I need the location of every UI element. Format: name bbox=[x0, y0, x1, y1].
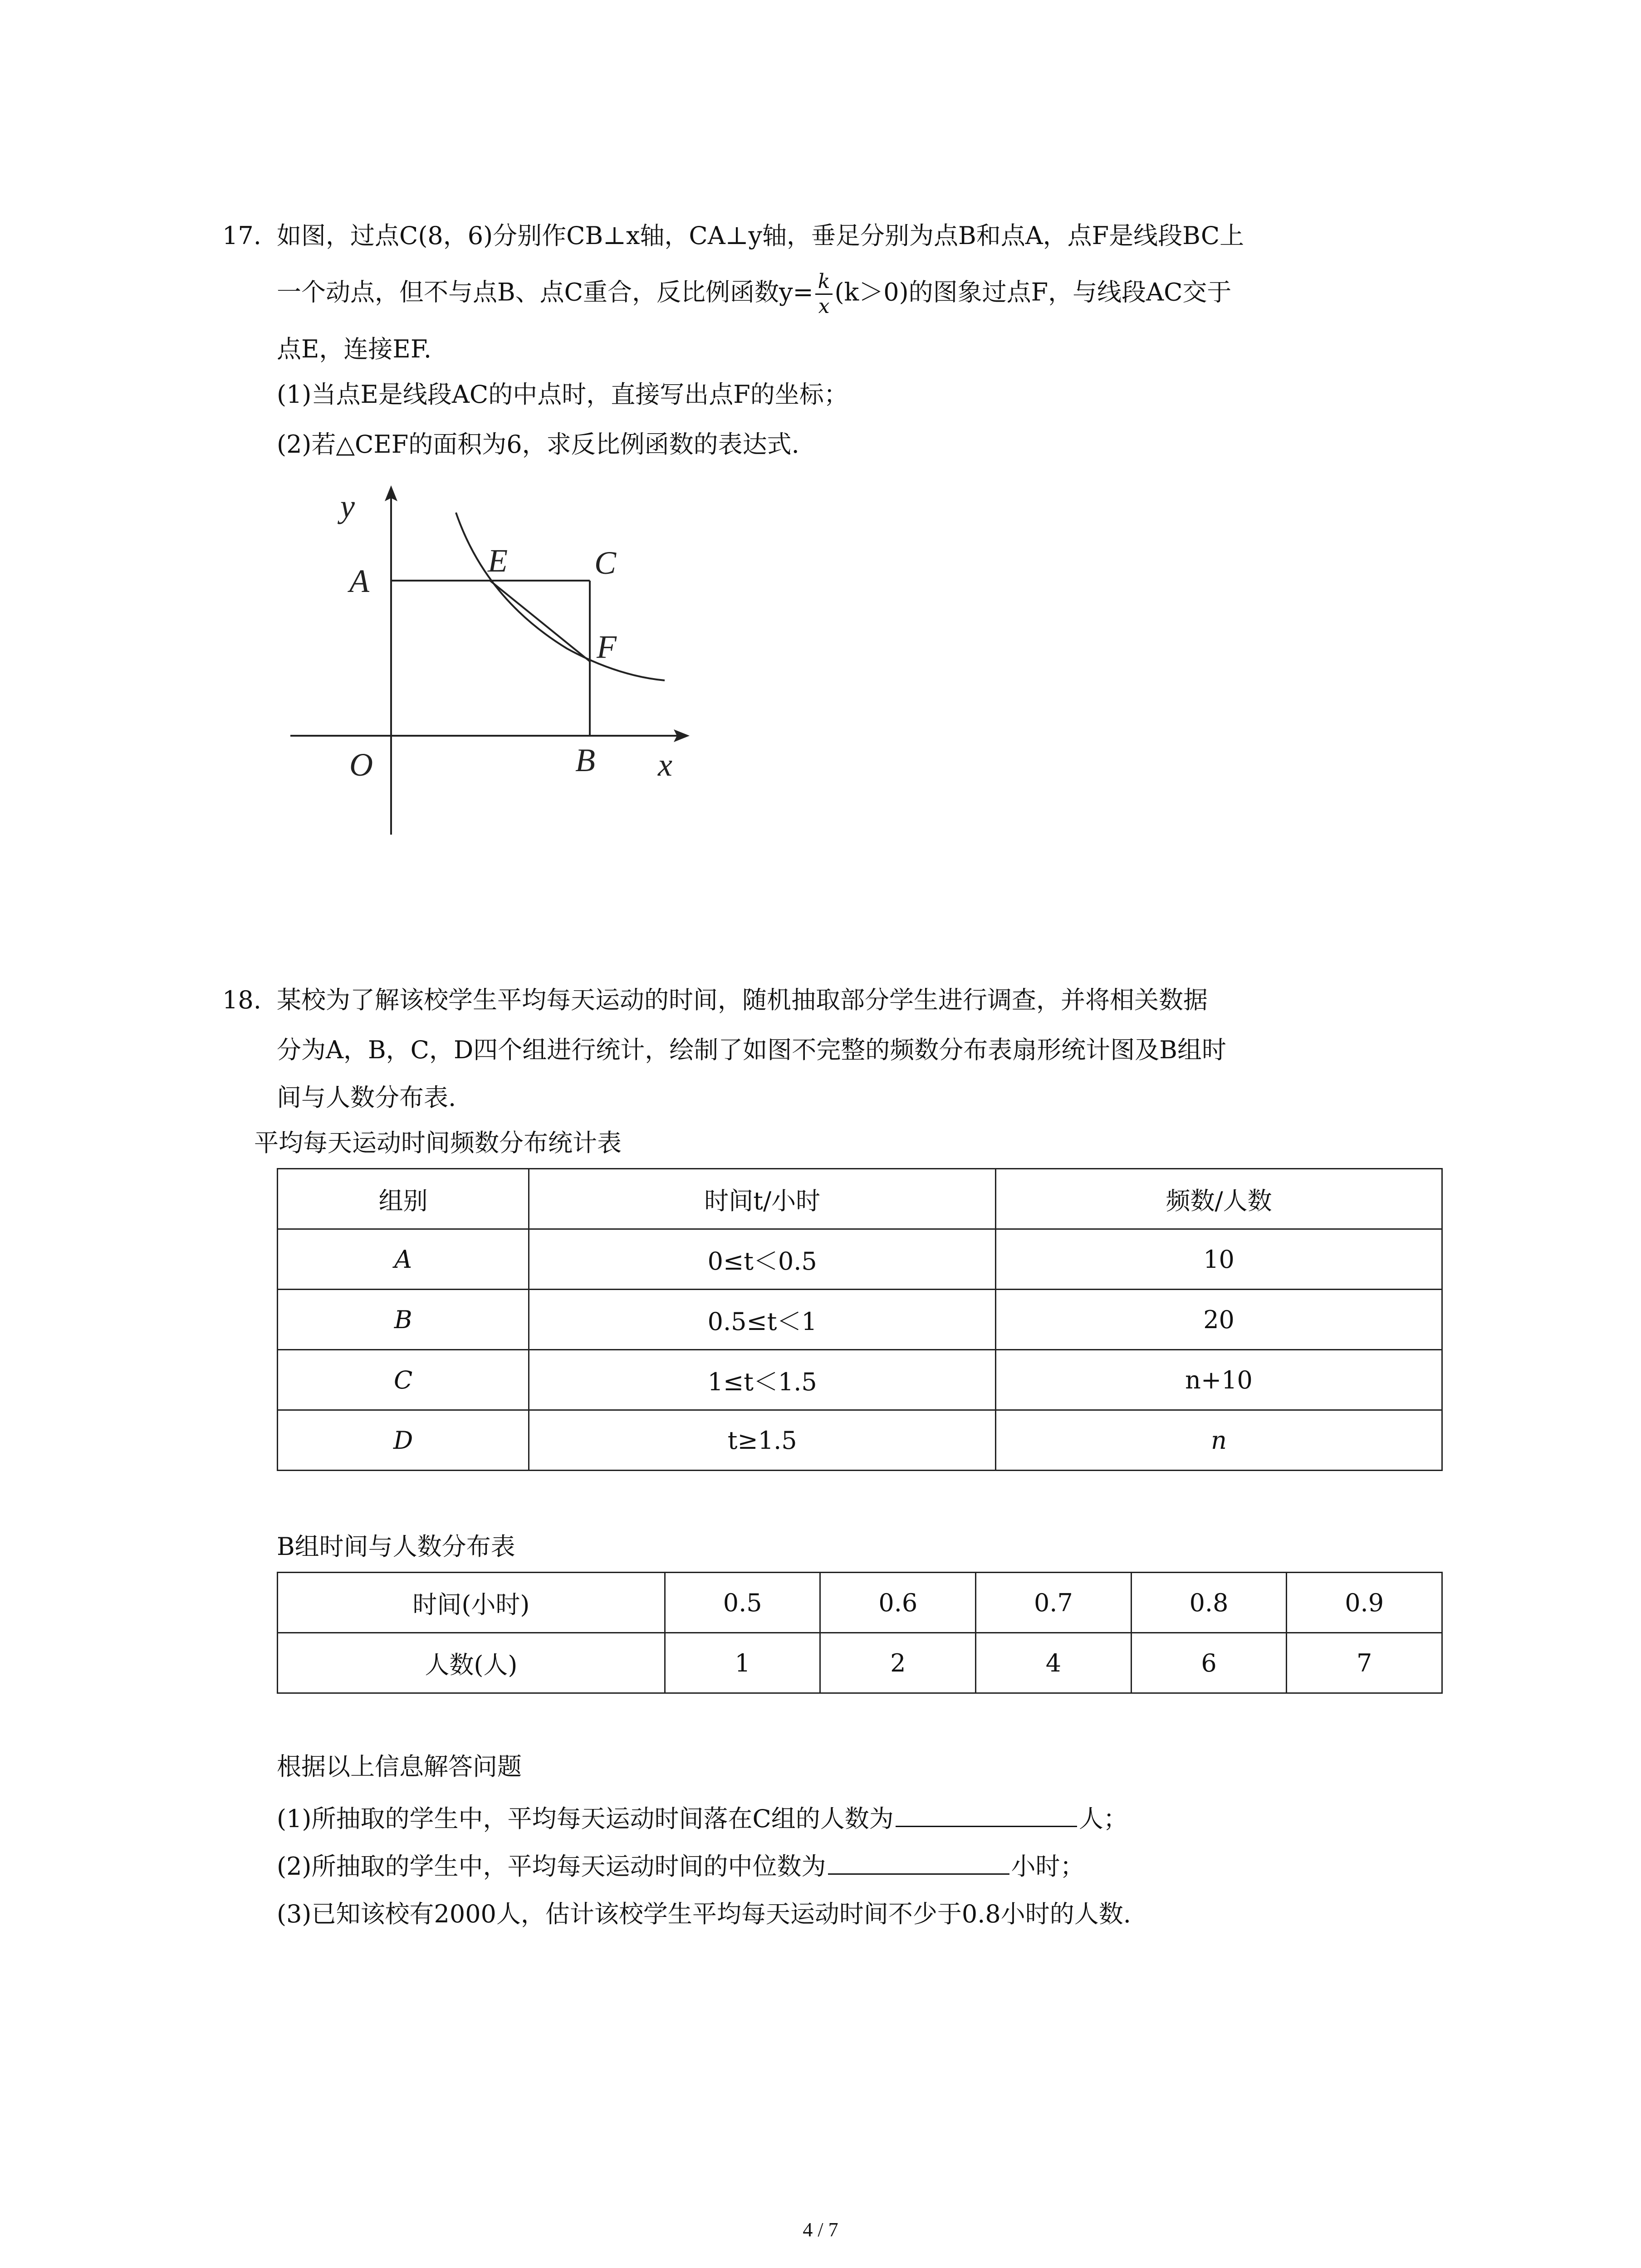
label-B: B bbox=[575, 742, 595, 778]
q18-line3: 间与人数分布表. bbox=[277, 1083, 456, 1112]
table-row bbox=[278, 1350, 1442, 1410]
table-cell: t≥1.5 bbox=[529, 1410, 996, 1471]
q18-number: 18. bbox=[222, 986, 261, 1014]
q18-part2 bbox=[277, 1851, 1085, 1882]
table-cell: n+10 bbox=[996, 1350, 1442, 1410]
q18-part3: (3)已知该校有2000人，估计该校学生平均每天运动时间不少于0.8小时的人数. bbox=[277, 1900, 1131, 1928]
table-cell: 0.7 bbox=[976, 1573, 1132, 1633]
table-row bbox=[278, 1290, 1442, 1350]
q17-number: 17. bbox=[222, 221, 261, 250]
table-row bbox=[278, 1410, 1442, 1471]
answer-blank-1[interactable] bbox=[896, 1803, 1077, 1827]
q17-part2: (2)若△CEF的面积为6，求反比例函数的表达式. bbox=[277, 430, 799, 459]
table1-caption: 平均每天运动时间频数分布统计表 bbox=[254, 1129, 622, 1157]
q18-part2-unit: 小时； bbox=[1011, 1852, 1085, 1881]
fraction-numerator: k bbox=[815, 270, 833, 295]
page-number: 4 / 7 bbox=[803, 2219, 838, 2241]
answer-blank-2[interactable] bbox=[828, 1851, 1009, 1875]
table-cell: C bbox=[278, 1350, 529, 1410]
q18-intro: 根据以上信息解答问题 bbox=[277, 1752, 522, 1781]
table-cell: n bbox=[996, 1410, 1442, 1471]
table-cell: 4 bbox=[976, 1633, 1132, 1693]
table-header: 时间t/小时 bbox=[529, 1169, 996, 1229]
table-cell: 6 bbox=[1131, 1633, 1287, 1693]
label-E: E bbox=[488, 543, 508, 579]
table-cell: 0.8 bbox=[1131, 1573, 1287, 1633]
label-x: x bbox=[658, 747, 672, 783]
table-cell: 20 bbox=[996, 1290, 1442, 1350]
label-F: F bbox=[597, 629, 617, 665]
table-cell: B bbox=[278, 1290, 529, 1350]
table-header: 人数(人) bbox=[278, 1633, 665, 1693]
table-header: 时间(小时) bbox=[278, 1573, 665, 1633]
q18-part1 bbox=[277, 1803, 1128, 1835]
table-cell: 0.6 bbox=[820, 1573, 976, 1633]
segment-EF bbox=[490, 581, 590, 661]
table-cell: 1 bbox=[665, 1633, 820, 1693]
table-cell: A bbox=[278, 1229, 529, 1290]
q18-line2: 分为A，B，C，D四个组进行统计，绘制了如图不完整的频数分布表扇形统计图及B组时 bbox=[277, 1036, 1226, 1064]
label-A: A bbox=[349, 563, 369, 599]
fraction-k-over-x bbox=[815, 270, 833, 318]
table-row bbox=[278, 1169, 1442, 1229]
q17-part1: (1)当点E是线段AC的中点时，直接写出点F的坐标； bbox=[277, 380, 848, 409]
q18-part2-text: (2)所抽取的学生中，平均每天运动时间的中位数为 bbox=[277, 1852, 826, 1881]
table-cell: 0≤t＜0.5 bbox=[529, 1229, 996, 1290]
table-cell: 0.5≤t＜1 bbox=[529, 1290, 996, 1350]
fraction-denominator: x bbox=[818, 295, 830, 318]
table-cell: 2 bbox=[820, 1633, 976, 1693]
table-cell: D bbox=[278, 1410, 529, 1471]
table-cell: 0.9 bbox=[1287, 1573, 1442, 1633]
q18-part1-unit: 人； bbox=[1078, 1804, 1128, 1833]
table-header: 频数/人数 bbox=[996, 1169, 1442, 1229]
table-cell: 0.5 bbox=[665, 1573, 820, 1633]
q17-line3: 点E，连接EF. bbox=[277, 335, 432, 363]
q18-line1: 某校为了解该校学生平均每天运动的时间，随机抽取部分学生进行调查，并将相关数据 bbox=[277, 986, 1208, 1014]
table-row bbox=[278, 1633, 1442, 1693]
table-cell: 10 bbox=[996, 1229, 1442, 1290]
table-cell: 7 bbox=[1287, 1633, 1442, 1693]
table-cell: 1≤t＜1.5 bbox=[529, 1350, 996, 1410]
q17-line2 bbox=[277, 270, 1231, 318]
table-header: 组别 bbox=[278, 1169, 529, 1229]
label-y: y bbox=[340, 488, 355, 524]
label-O: O bbox=[349, 747, 373, 783]
frequency-table bbox=[277, 1168, 1443, 1471]
table-row bbox=[278, 1573, 1442, 1633]
q17-line2-a: 一个动点，但不与点B、点C重合，反比例函数y= bbox=[277, 278, 813, 307]
b-group-table bbox=[277, 1572, 1443, 1694]
q17-line2-b: (k＞0)的图象过点F，与线段AC交于 bbox=[834, 278, 1232, 307]
q18-part1-text: (1)所抽取的学生中，平均每天运动时间落在C组的人数为 bbox=[277, 1804, 894, 1833]
label-C: C bbox=[594, 545, 617, 581]
hyperbola-curve bbox=[456, 513, 665, 680]
table2-caption: B组时间与人数分布表 bbox=[277, 1532, 515, 1561]
q17-line1: 如图，过点C(8，6)分别作CB⊥x轴，CA⊥y轴，垂足分别为点B和点A，点F是线段BC上 bbox=[277, 221, 1244, 250]
q17-figure bbox=[272, 481, 726, 844]
table-row bbox=[278, 1229, 1442, 1290]
